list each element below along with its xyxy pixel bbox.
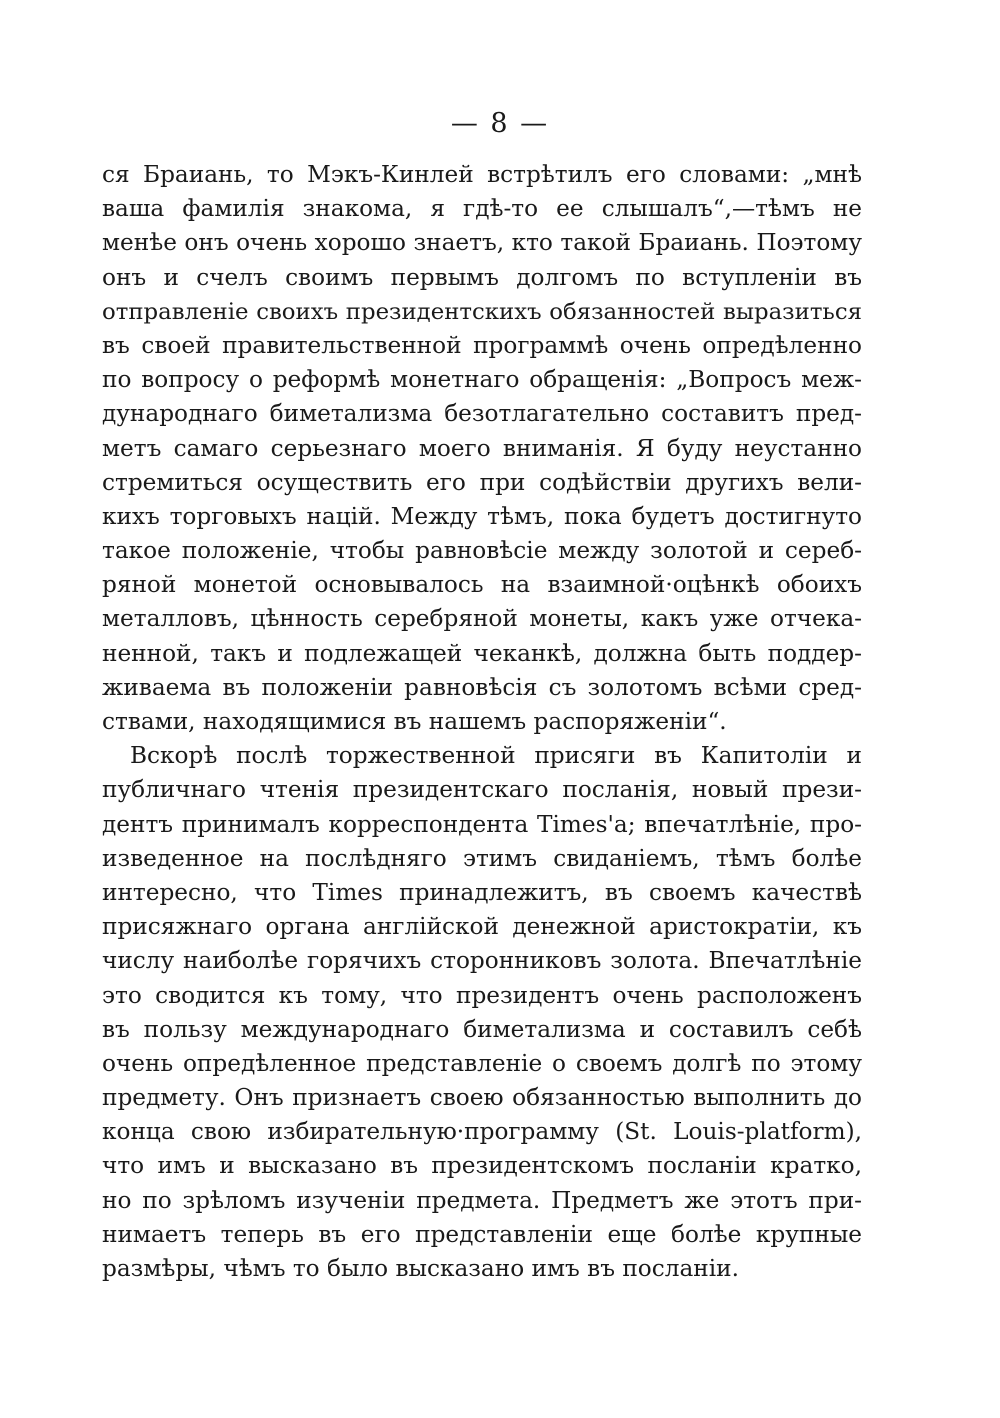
text-line: такое положеніе, чтобы равновѣсіе между золотой и сереб- [102,537,862,565]
text-line: дентъ принималъ корреспондента Times'а; впечатлѣніе, про- [102,810,862,838]
text-line: металловъ, цѣнность серебряной монеты, какъ уже отчека- [102,605,862,633]
text-line: нимаетъ теперь въ его представленіи еще болѣе крупные [102,1220,862,1248]
text-line: менѣе онъ очень хорошо знаетъ, кто такой Браиань. Поэтому [102,229,862,257]
paragraph-1 [102,158,862,739]
text-line: очень опредѣленное представленіе о своемъ долгѣ по этому [102,1049,862,1077]
text-line: интересно, что Times принадлежитъ, въ своемъ качествѣ [102,878,862,906]
text-line: но по зрѣломъ изученіи предмета. Предметъ же этотъ при- [102,1186,862,1214]
text-line: ся Браиань, то Мэкъ-Кинлей встрѣтилъ его словами: „мнѣ [102,161,862,188]
text-line: что имъ и высказано въ президентскомъ посланіи кратко, [102,1152,862,1180]
body-text [102,158,862,1286]
text-line: конца свою избирательную·программу (St. Louis-platform), [102,1118,862,1146]
text-line: по вопросу о реформѣ монетнаго обращенія: „Вопросъ меж- [102,366,862,394]
text-line: ряной монетой основывалось на взаимной·оцѣнкѣ обоихъ [102,571,862,599]
text-line: онъ и счелъ своимъ первымъ долгомъ по вступленіи въ [102,263,862,291]
text-line: публичнаго чтенія президентскаго посланія, новый прези- [102,776,862,804]
text-line: отправленіе своихъ президентскихъ обязанностей выразиться [102,298,862,325]
text-line: предмету. Онъ признаетъ своею обязанностью выполнить до [102,1084,862,1112]
paragraph-2 [102,739,862,1286]
text-line: стремиться осуществить его при содѣйствіи другихъ вели- [102,468,862,496]
text-line: это сводится къ тому, что президентъ очень расположенъ [102,981,862,1009]
text-line: размѣры, чѣмъ то было высказано имъ въ посланіи. [102,1255,739,1282]
text-line: числу наиболѣе горячихъ сторонниковъ золота. Впечатлѣніе [102,947,862,975]
text-line: ненной, такъ и подлежащей чеканкѣ, должна быть поддер- [102,639,862,667]
text-line: въ своей правительственной программѣ очень опредѣленно [102,331,862,359]
text-line: изведенное на послѣдняго этимъ свиданіемъ, тѣмъ болѣе [102,844,862,872]
text-line: ствами, находящимися въ нашемъ распоряженіи“. [102,708,727,735]
text-line: живаема въ положеніи равновѣсія съ золотомъ всѣми сред- [102,673,862,701]
text-line: въ пользу международнаго биметализма и составилъ себѣ [102,1015,862,1043]
text-line: ваша фамилія знакома, я гдѣ-то ее слышалъ“,—тѣмъ не [102,195,862,223]
text-line: метъ самаго серьезнаго моего вниманія. Я буду неустанно [102,434,862,462]
text-line: дународнаго биметализма безотлагательно составитъ пред- [102,400,862,428]
text-line: Вскорѣ послѣ торжественной присяги въ Капитоліи и [130,742,862,770]
page-number: — 8 — [450,108,550,139]
text-line: присяжнаго органа англійской денежной аристократіи, къ [102,913,862,941]
text-line: кихъ торговыхъ націй. Между тѣмъ, пока будетъ достигнуто [102,502,862,530]
